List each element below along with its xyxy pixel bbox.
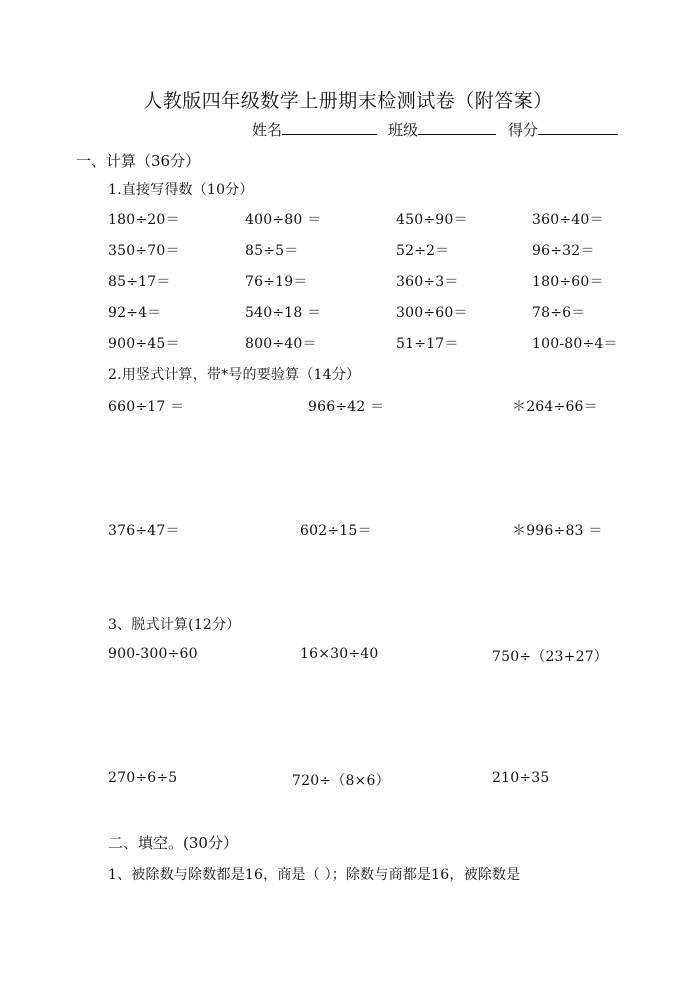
problem: 52÷2＝ (396, 243, 450, 259)
score-field (508, 119, 618, 140)
step-calculation-problem: 16×30÷40 (300, 646, 379, 662)
problem: 85÷17＝ (108, 274, 171, 290)
problem: 360÷40＝ (532, 212, 604, 228)
long-division-problem: ＊264÷66＝ (512, 399, 598, 415)
step-calculation-problem: 720÷（8×6） (292, 773, 390, 789)
problem: 92÷4＝ (108, 305, 162, 321)
problem: 400÷80 ＝ (245, 212, 322, 228)
name-blank[interactable] (282, 119, 377, 135)
long-division-problem: 660÷17 ＝ (108, 399, 185, 415)
step-calculation-problem: 750÷（23+27） (492, 649, 609, 665)
step-calculation-problem: 270÷6÷5 (108, 770, 178, 786)
score-blank[interactable] (538, 119, 618, 135)
page-title: 人教版四年级数学上册期末检测试卷（附答案） (143, 90, 553, 112)
problem: 360÷3＝ (396, 274, 459, 290)
class-field (388, 119, 496, 140)
problem: 180÷60＝ (532, 274, 604, 290)
problem: 78÷6＝ (532, 305, 586, 321)
problem: 300÷60＝ (396, 305, 468, 321)
problem: 76÷19＝ (245, 274, 308, 290)
long-division-problem: 376÷47＝ (108, 523, 180, 539)
section2-heading: 二、填空。(30分） (108, 834, 238, 852)
problem: 450÷90＝ (396, 212, 468, 228)
part1-heading: 1.直接写得数（10分） (108, 182, 254, 198)
long-division-problem: 966÷42 ＝ (308, 399, 385, 415)
problem: 85÷5＝ (245, 243, 299, 259)
part2-heading: 2.用竖式计算，带*号的要验算（14分） (108, 367, 361, 383)
problem: 180÷20＝ (108, 212, 180, 228)
part3-heading: 3、脱式计算(12分） (108, 617, 241, 633)
class-label: 班级 (388, 121, 419, 139)
name-field (252, 119, 377, 140)
fill-in-question: 1、被除数与除数都是16，商是（ ）；除数与商都是16，被除数是 (108, 867, 521, 883)
long-division-problem: 602÷15＝ (300, 523, 372, 539)
step-calculation-problem: 210÷35 (492, 770, 550, 786)
problem: 800÷40＝ (245, 336, 317, 352)
class-blank[interactable] (418, 119, 496, 135)
problem: 900÷45＝ (108, 336, 180, 352)
problem: 350÷70＝ (108, 243, 180, 259)
long-division-problem: ＊996÷83 ＝ (512, 523, 603, 539)
problem: 540÷18 ＝ (245, 305, 322, 321)
name-label: 姓名 (252, 121, 283, 139)
section1-heading: 一、计算（36分） (76, 152, 201, 170)
problem: 96÷32＝ (532, 243, 595, 259)
step-calculation-problem: 900-300÷60 (108, 646, 198, 662)
score-label: 得分 (508, 121, 539, 139)
problem: 100-80÷4＝ (532, 336, 618, 352)
problem: 51÷17＝ (396, 336, 459, 352)
